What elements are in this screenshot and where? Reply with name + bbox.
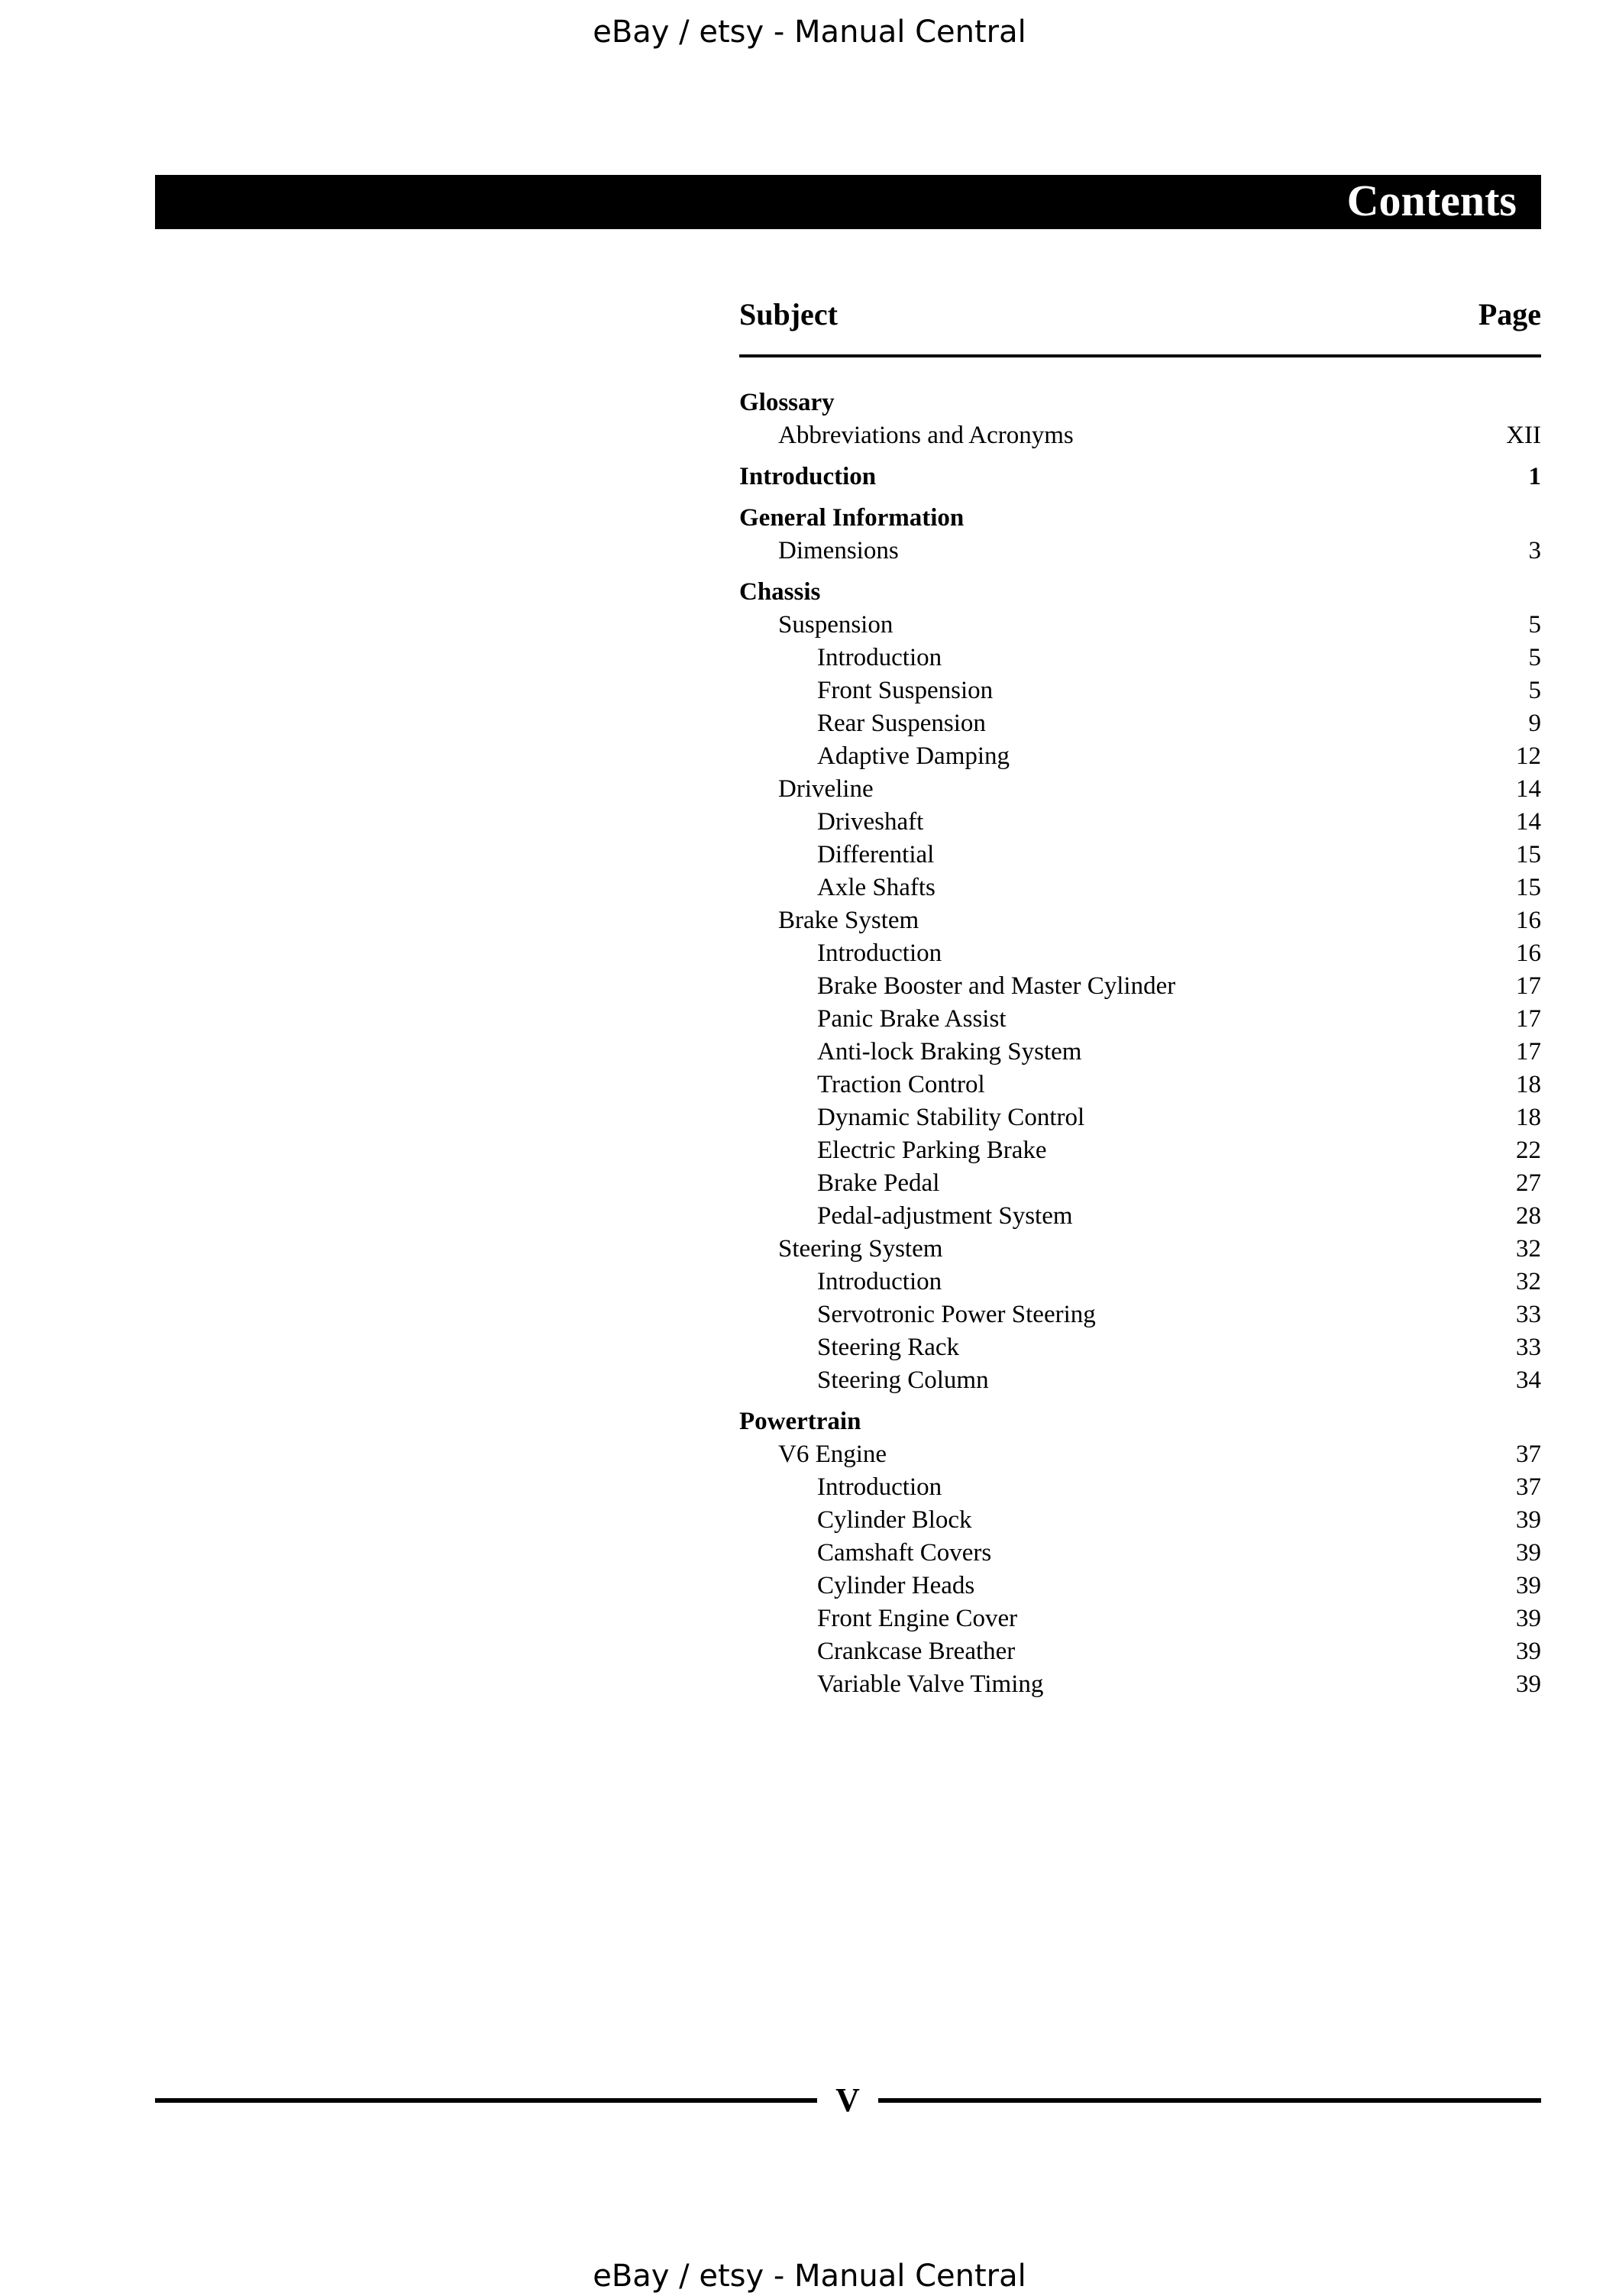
toc-entry-label: Variable Valve Timing [817, 1670, 1044, 1698]
toc-section-row [739, 1405, 1541, 1438]
toc-entry-page: 18 [1516, 1104, 1541, 1131]
toc-entry-page: 39 [1516, 1605, 1541, 1632]
toc-entry-page: 28 [1516, 1202, 1541, 1230]
toc-entry-row [739, 535, 1541, 568]
toc-entry-page: XII [1506, 422, 1541, 449]
toc-entry-label: Introduction [817, 644, 942, 671]
toc-entry-page: 14 [1516, 808, 1541, 836]
toc-entry-page: 39 [1516, 1670, 1541, 1698]
toc-entry-page: 3 [1528, 537, 1541, 564]
toc-entry-page: 14 [1516, 775, 1541, 803]
toc-entry-row [739, 1233, 1541, 1266]
toc-entry-row [739, 970, 1541, 1003]
toc-entry-label: Servotronic Power Steering [817, 1301, 1096, 1328]
toc-entry-label: Suspension [778, 611, 894, 639]
page-title: Contents [1346, 176, 1517, 225]
toc-entry-label: Front Suspension [817, 677, 994, 704]
toc-entry-row [739, 1438, 1541, 1471]
toc-entry-label: Camshaft Covers [817, 1539, 992, 1567]
toc-entry-label: Dimensions [778, 537, 899, 564]
toc-entry-page: 37 [1516, 1441, 1541, 1468]
toc-entry-label: Adaptive Damping [817, 742, 1010, 770]
footer-rule-left [155, 2098, 817, 2103]
toc-entry-label: Introduction [817, 1473, 942, 1501]
toc-entry-label: Introduction [817, 1268, 942, 1295]
toc-entry-page: 5 [1528, 677, 1541, 704]
toc-entry-row [739, 1602, 1541, 1635]
toc-entry-label: Differential [817, 841, 935, 868]
toc-entry-page: 5 [1528, 611, 1541, 639]
toc-entry-label: Cylinder Block [817, 1506, 972, 1534]
toc-entry-page: 32 [1516, 1235, 1541, 1263]
toc-entry-row [739, 1331, 1541, 1364]
toc-entry-row [739, 773, 1541, 806]
contents-banner [155, 175, 1541, 229]
subject-column-header: Subject [739, 297, 838, 331]
toc-entry-page: 1 [1528, 463, 1541, 490]
toc-entry-row [739, 1266, 1541, 1298]
toc-entry-page: 39 [1516, 1506, 1541, 1534]
toc-entry-row [739, 1101, 1541, 1134]
toc-entry-label: Chassis [739, 578, 821, 606]
footer-rule-right [878, 2098, 1541, 2103]
toc-entry-label: Powertrain [739, 1408, 861, 1435]
toc-entry-row [739, 1003, 1541, 1036]
toc-entry-row [739, 1570, 1541, 1602]
toc-entry-label: Crankcase Breather [817, 1638, 1016, 1665]
toc-entry-row [739, 1200, 1541, 1233]
toc-entry-label: Dynamic Stability Control [817, 1104, 1085, 1131]
toc-entry-row [739, 1134, 1541, 1167]
toc-entry-row [739, 419, 1541, 452]
toc-entry-label: V6 Engine [778, 1441, 887, 1468]
watermark-bottom: eBay / etsy - Manual Central [593, 2259, 1026, 2294]
toc-entry-page: 5 [1528, 644, 1541, 671]
toc-entry-label: Brake Pedal [817, 1169, 940, 1197]
toc-entry-page: 39 [1516, 1572, 1541, 1599]
toc-entry-label: Steering Column [817, 1366, 989, 1394]
toc-entry-row [739, 1504, 1541, 1537]
toc-entry-label: Anti-lock Braking System [817, 1038, 1082, 1066]
toc-entry-page: 22 [1516, 1137, 1541, 1164]
toc-entry-label: Brake System [778, 907, 919, 934]
toc-section-row [739, 502, 1541, 535]
toc-section-row [739, 461, 1541, 493]
toc-entry-label: Steering Rack [817, 1334, 960, 1361]
toc-entry-label: Cylinder Heads [817, 1572, 975, 1599]
toc-entry-page: 39 [1516, 1638, 1541, 1665]
toc-entry-page: 39 [1516, 1539, 1541, 1567]
toc-entry-row [739, 1298, 1541, 1331]
toc-entry-label: Brake Booster and Master Cylinder [817, 972, 1176, 1000]
toc-entry-page: 9 [1528, 710, 1541, 737]
toc-entry-row [739, 1167, 1541, 1200]
toc-entry-row [739, 937, 1541, 970]
toc-entry-row [739, 609, 1541, 642]
toc-entry-label: Steering System [778, 1235, 943, 1263]
toc-entry-label: General Information [739, 504, 965, 532]
toc-entry-label: Abbreviations and Acronyms [778, 422, 1074, 449]
toc-entry-label: Rear Suspension [817, 710, 986, 737]
toc-entry-page: 33 [1516, 1334, 1541, 1361]
table-of-contents [739, 386, 1541, 1701]
toc-entry-row [739, 1036, 1541, 1069]
toc-entry-page: 16 [1516, 907, 1541, 934]
toc-entry-page: 16 [1516, 939, 1541, 967]
toc-entry-page: 12 [1516, 742, 1541, 770]
toc-entry-label: Panic Brake Assist [817, 1005, 1007, 1033]
toc-entry-label: Driveshaft [817, 808, 924, 836]
page-column-header: Page [1478, 297, 1541, 331]
toc-entry-row [739, 1364, 1541, 1397]
toc-section-row [739, 576, 1541, 609]
toc-entry-row [739, 642, 1541, 674]
toc-entry-label: Axle Shafts [817, 874, 936, 901]
toc-entry-row [739, 872, 1541, 904]
toc-entry-row [739, 1635, 1541, 1668]
toc-entry-page: 37 [1516, 1473, 1541, 1501]
toc-entry-label: Glossary [739, 389, 835, 416]
toc-entry-row [739, 1537, 1541, 1570]
toc-entry-row [739, 674, 1541, 707]
toc-entry-label: Electric Parking Brake [817, 1137, 1047, 1164]
toc-entry-row [739, 904, 1541, 937]
toc-entry-label: Front Engine Cover [817, 1605, 1018, 1632]
toc-entry-page: 17 [1516, 972, 1541, 1000]
toc-entry-page: 17 [1516, 1005, 1541, 1033]
toc-entry-label: Traction Control [817, 1071, 985, 1098]
toc-entry-page: 15 [1516, 841, 1541, 868]
toc-entry-page: 32 [1516, 1268, 1541, 1295]
toc-entry-page: 33 [1516, 1301, 1541, 1328]
toc-entry-label: Pedal-adjustment System [817, 1202, 1073, 1230]
toc-entry-row [739, 806, 1541, 839]
watermark-top: eBay / etsy - Manual Central [593, 15, 1026, 50]
toc-section-row [739, 386, 1541, 419]
toc-entry-page: 17 [1516, 1038, 1541, 1066]
footer-page-number: V [835, 2081, 860, 2119]
toc-entry-page: 34 [1516, 1366, 1541, 1394]
toc-entry-row [739, 1471, 1541, 1504]
toc-entry-row [739, 1668, 1541, 1701]
toc-entry-row [739, 740, 1541, 773]
toc-entry-page: 15 [1516, 874, 1541, 901]
toc-entry-label: Introduction [739, 463, 877, 490]
toc-entry-page: 27 [1516, 1169, 1541, 1197]
toc-entry-row [739, 839, 1541, 872]
header-divider [739, 354, 1541, 357]
toc-entry-label: Introduction [817, 939, 942, 967]
toc-entry-row [739, 1069, 1541, 1101]
toc-entry-label: Driveline [778, 775, 874, 803]
toc-entry-row [739, 707, 1541, 740]
toc-entry-page: 18 [1516, 1071, 1541, 1098]
